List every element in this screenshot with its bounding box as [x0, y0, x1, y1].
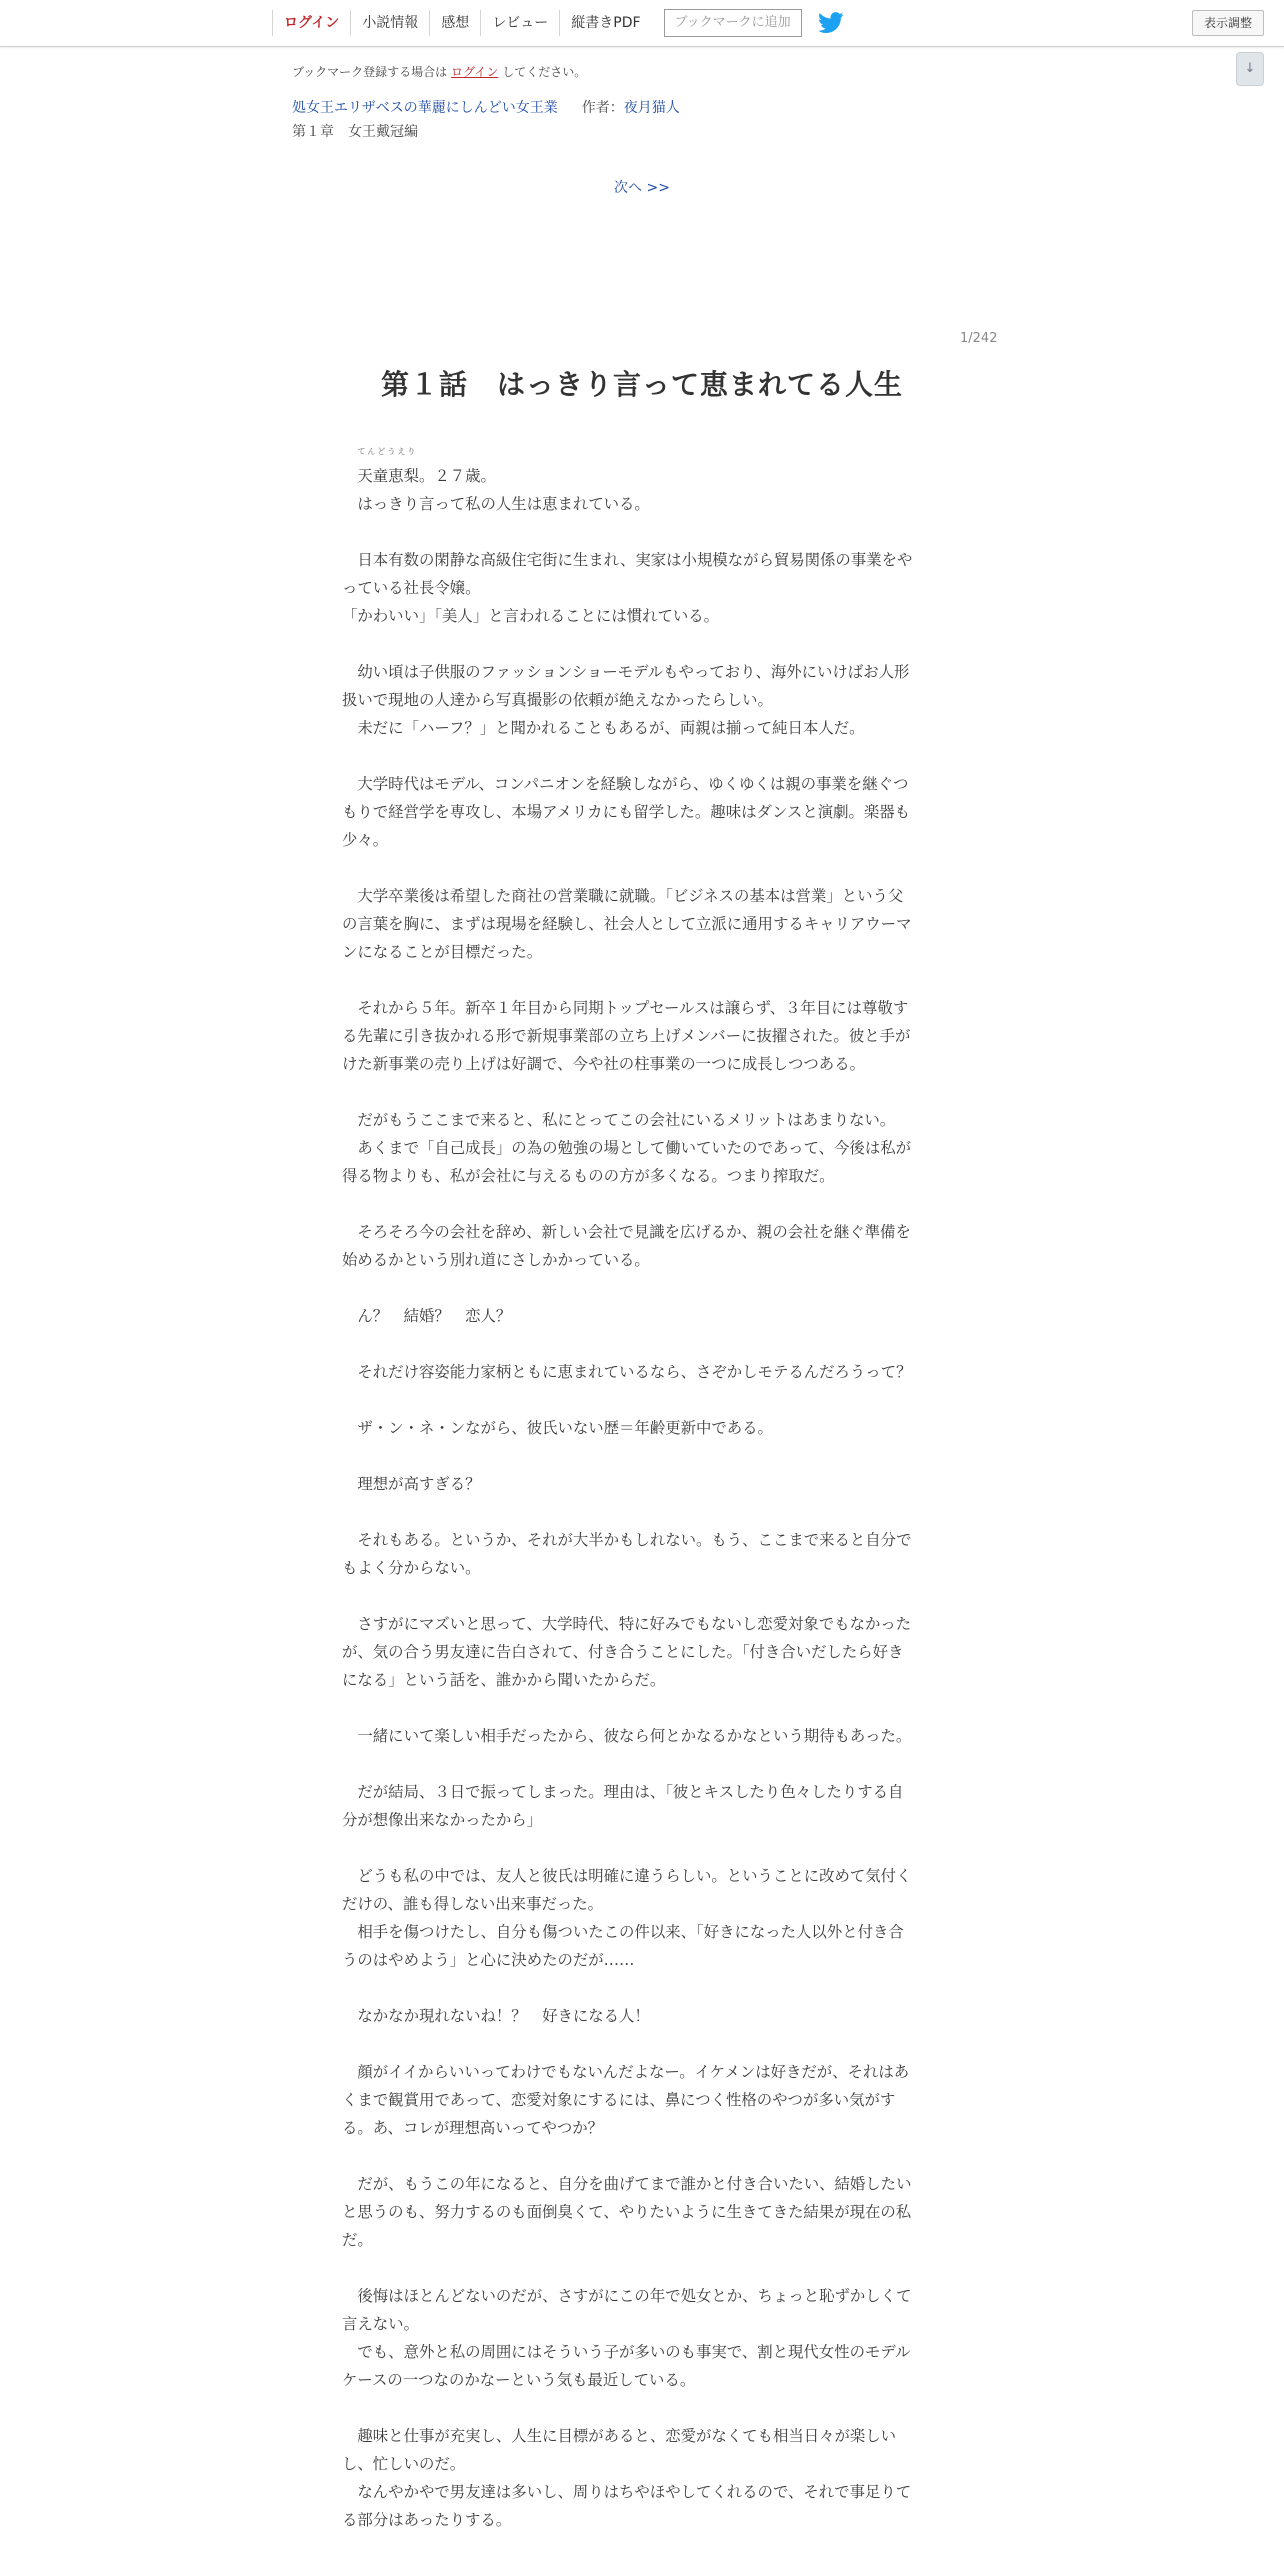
text-line: あくまで「自己成長」の為の勉強の場として働いていたのであって、今後は私が — [342, 1139, 911, 1157]
text-line: ん？ 結婚？ 恋人？ — [342, 1307, 512, 1325]
impressions-link[interactable]: 感想 — [429, 10, 480, 36]
text-line: もりで経営学を専攻し、本場アメリカにも留学した。趣味はダンスと演劇。楽器も — [342, 803, 911, 821]
text-line: 未だに「ハーフ？」と聞かれることもあるが、両親は揃って純日本人だ。 — [342, 719, 865, 737]
text-line: だが結局、３日で振ってしまった。理由は、「彼とキスしたり色々したりする自 — [342, 1783, 904, 1801]
text-line: うのはやめよう」と心に決めたのだが…… — [342, 1951, 635, 1969]
novel-title-link[interactable]: 処女王エリザベスの華麗にしんどい女王業 — [292, 100, 558, 116]
paragraph — [342, 1526, 942, 1582]
text-line: の言葉を胸に、まずは現場を経験し、社会人として立派に通用するキャリアウーマ — [342, 915, 912, 933]
login-note — [292, 63, 586, 80]
display-settings-button[interactable]: 表示調整 — [1192, 10, 1264, 36]
paragraph — [342, 1610, 942, 1694]
text-line: ケースの一つなのかなーという気も最近している。 — [342, 2371, 696, 2389]
paragraph — [342, 1778, 942, 1834]
text-line: でも、意外と私の周囲にはそういう子が多いのも事実で、割と現代女性のモデル — [342, 2343, 911, 2361]
paragraph — [342, 1470, 942, 1498]
text-line: そろそろ今の会社を辞め、新しい会社で見識を広げるか、親の会社を継ぐ準備を — [342, 1223, 911, 1241]
paragraph — [342, 1106, 942, 1190]
paragraph — [342, 658, 942, 742]
text-line: 顔がイイからいいってわけでもないんだよなー。イケメンは好きだが、それはあ — [342, 2063, 910, 2081]
text-line: 幼い頃は子供服のファッションショーモデルもやっており、海外にいけばお人形 — [342, 663, 910, 681]
text-line: さすがにマズいと思って、大学時代、特に好みでもないし恋愛対象でもなかった — [342, 1615, 912, 1633]
paragraph — [342, 770, 942, 854]
text-line: る。あ、コレが理想高いってやつか？ — [342, 2119, 604, 2137]
episode-title: 第１話 はっきり言って恵まれてる人生 — [380, 368, 903, 401]
text-line: 日本有数の閑静な高級住宅街に生まれ、実家は小規模ながら貿易関係の事業をや — [342, 551, 913, 569]
text-line: ザ・ン・ネ・ンながら、彼氏いない歴＝年齢更新中である。 — [342, 1419, 773, 1437]
text-line: と思うのも、努力するのも面倒臭くて、やりたいように生きてきた結果が現在の私 — [342, 2203, 912, 2221]
text-line: それから５年。新卒１年目から同期トップセールスは譲らず、３年目には尊敬す — [342, 999, 909, 1017]
paragraph — [342, 2058, 942, 2142]
paragraph — [342, 1302, 942, 1330]
login-note-link[interactable]: ログイン — [451, 65, 499, 79]
author-label: 作者： — [581, 100, 624, 116]
text-line: 言えない。 — [342, 2315, 419, 2333]
novel-info-line — [292, 97, 680, 117]
top-navigation-bar — [0, 0, 1284, 47]
login-note-suffix: してください。 — [502, 65, 587, 79]
text-line: 少々。 — [342, 831, 389, 849]
next-page-link — [0, 177, 1284, 197]
text-line: になる」という話を、誰かから聞いたからだ。 — [342, 1671, 666, 1689]
paragraph — [342, 490, 942, 518]
paragraph-list — [342, 490, 942, 2534]
review-link[interactable]: レビュー — [480, 10, 559, 36]
text-line: 始めるかという別れ道にさしかかっている。 — [342, 1251, 650, 1269]
paragraph — [342, 546, 942, 630]
text-line: ンになることが目標だった。 — [342, 943, 543, 961]
ruby-base: 天童恵梨 — [357, 467, 419, 485]
text-line: はっきり言って私の人生は恵まれている。 — [342, 495, 650, 513]
paragraph — [342, 994, 942, 1078]
ruby-reading: てんどうえり — [357, 447, 418, 456]
text-line: どうも私の中では、友人と彼氏は明確に違うらしい。ということに改めて気付く — [342, 1867, 912, 1885]
paragraph — [342, 2282, 942, 2394]
login-link[interactable]: ログイン — [272, 10, 350, 36]
text-line: っている社長令嬢。 — [342, 579, 481, 597]
main-nav — [272, 0, 844, 46]
text-line: それもある。というか、それが大半かもしれない。もう、ここまで来ると自分で — [342, 1531, 912, 1549]
text-line: だがもうここまで来ると、私にとってこの会社にいるメリットはあまりない。 — [342, 1111, 896, 1129]
text-line: 趣味と仕事が充実し、人生に目標があると、恋愛がなくても相当日々が楽しい — [342, 2427, 897, 2445]
twitter-bird-icon[interactable] — [818, 12, 844, 34]
text-line: なんやかやで男友達は多いし、周りはちやほやしてくれるので、それで事足りて — [342, 2483, 912, 2501]
novel-info-link[interactable]: 小説情報 — [350, 10, 429, 36]
paragraph — [342, 2422, 942, 2534]
paragraph — [342, 882, 942, 966]
text-line: けた新事業の売り上げは好調で、今や社の柱事業の一つに成長しつつある。 — [342, 1055, 865, 1073]
text-line: 理想が高すぎる？ — [342, 1475, 481, 1493]
paragraph — [342, 1862, 942, 1974]
paragraph — [342, 1358, 942, 1386]
paragraph — [342, 1722, 942, 1750]
paragraph — [342, 2002, 942, 2030]
vertical-pdf-link[interactable]: 縦書きPDF — [559, 10, 651, 36]
text-line: 相手を傷つけたし、自分も傷ついたこの件以来、「好きになった人以外と付き合 — [342, 1923, 904, 1941]
login-note-prefix: ブックマーク登録する場合は — [292, 65, 448, 79]
text-line: だけの、誰も得しない出来事だった。 — [342, 1895, 604, 1913]
text-line: だが、もうこの年になると、自分を曲げてまで誰かと付き合いたい、結婚したい — [342, 2175, 912, 2193]
text-line: 得る物よりも、私が会社に与えるものの方が多くなる。つまり搾取だ。 — [342, 1167, 835, 1185]
text-line: が、気の合う男友達に告白されて、付き合うことにした。「付き合いだしたら好き — [342, 1643, 904, 1661]
text-line: くまで観賞用であって、恋愛対象にするには、鼻につく性格のやつが多い気がす — [342, 2091, 896, 2109]
text-line: それだけ容姿能力家柄ともに恵まれているなら、さぞかしモテるんだろうって？ — [342, 1363, 912, 1381]
text-line: る先輩に引き抜かれる形で新規事業部の立ち上げメンバーに抜擢された。彼と手が — [342, 1027, 911, 1045]
author-name-link[interactable]: 夜月猫人 — [623, 100, 680, 116]
text-line: もよく分からない。 — [342, 1559, 481, 1577]
text-line: 後悔はほとんどないのだが、さすがにこの年で処女とか、ちょっと恥ずかしくて — [342, 2287, 912, 2305]
text-line: 大学時代はモデル、コンパニオンを経験しながら、ゆくゆくは親の事業を継ぐつ — [342, 775, 909, 793]
ruby-name — [357, 447, 419, 490]
text-line: なかなか現れないね！？ 好きになる人！ — [342, 2007, 650, 2025]
text-line: 「かわいい」「美人」と言われることには慣れている。 — [342, 607, 720, 625]
text-line: 大学卒業後は希望した商社の営業職に就職。「ビジネスの基本は営業」という父 — [342, 887, 904, 905]
paragraph — [342, 2170, 942, 2254]
add-bookmark-button[interactable]: ブックマークに追加 — [664, 9, 802, 37]
first-line-rest: 。２７歳。 — [418, 467, 496, 485]
page-counter: 1/242 — [960, 331, 998, 346]
text-line: る部分はあったりする。 — [342, 2511, 512, 2529]
text-line: だ。 — [342, 2231, 373, 2249]
novel-body — [342, 447, 942, 2562]
scroll-down-icon[interactable]: ↓ — [1236, 52, 1264, 86]
next-page-link-text[interactable]: 次へ >> — [614, 180, 670, 196]
text-line: 扱いで現地の人達から写真撮影の依頼が絶えなかったらしい。 — [342, 691, 773, 709]
text-line: 分が想像出来なかったから」 — [342, 1811, 543, 1829]
chapter-title: 第１章 女王戴冠編 — [292, 124, 418, 140]
paragraph — [342, 1414, 942, 1442]
first-line — [342, 447, 942, 490]
text-line: し、忙しいのだ。 — [342, 2455, 466, 2473]
text-line: 一緒にいて楽しい相手だったから、彼なら何とかなるかなという期待もあった。 — [342, 1727, 912, 1745]
paragraph — [342, 1218, 942, 1274]
